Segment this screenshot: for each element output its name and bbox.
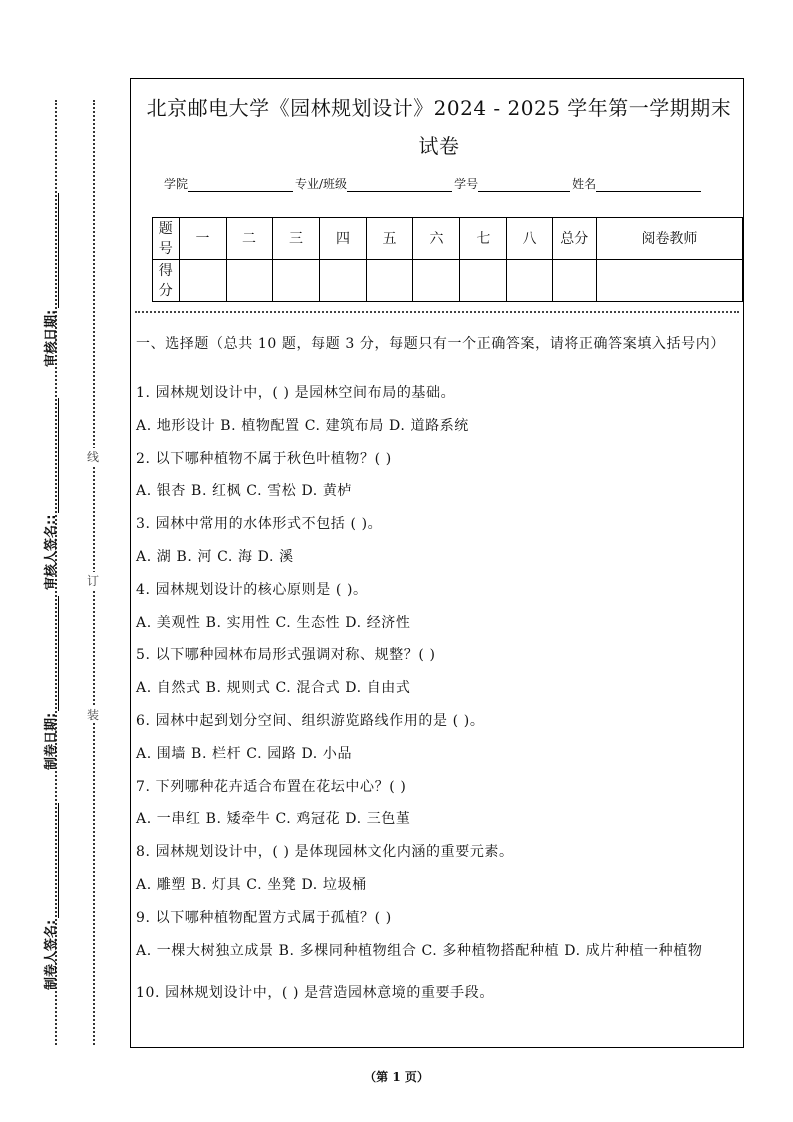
col-header: 总分 — [552, 218, 596, 260]
score-cell[interactable] — [596, 260, 742, 302]
col-header: 一 — [179, 218, 226, 260]
col-header: 阅卷教师 — [596, 218, 742, 260]
score-cell[interactable] — [460, 260, 507, 302]
score-cell[interactable] — [366, 260, 413, 302]
col-header: 七 — [460, 218, 507, 260]
answer-options: A. 一棵大树独立成景 B. 多棵同种植物组合 C. 多种植物搭配种植 D. 成片种植一种植物 — [136, 942, 703, 959]
student-id-label: 学号 — [454, 177, 479, 191]
question-text: 8. 园林规划设计中，( ) 是体现园林文化内涵的重要元素。 — [136, 844, 514, 861]
score-cell[interactable] — [179, 260, 226, 302]
separator — [135, 311, 739, 313]
name-label: 姓名 — [572, 177, 597, 191]
row-header: 题号 — [153, 218, 180, 260]
major-field[interactable] — [347, 179, 452, 192]
question-text: 4. 园林规划设计的核心原则是 ( )。 — [136, 581, 368, 598]
score-table — [152, 217, 743, 302]
page-title: 北京邮电大学《园林规划设计》2024 - 2025 学年第一学期期末试卷 — [146, 96, 732, 158]
binding-mark-line: 线 — [87, 450, 100, 464]
question-text: 9. 以下哪种植物配置方式属于孤植？( ) — [136, 909, 392, 926]
answer-options: A. 银杏 B. 红枫 C. 雪松 D. 黄栌 — [136, 483, 353, 500]
compile-date — [40, 596, 59, 770]
score-cell[interactable] — [552, 260, 596, 302]
question-text: 6. 园林中起到划分空间、组织游览路线作用的是 ( )。 — [136, 713, 485, 729]
binding-mark-bind: 装 — [87, 708, 100, 722]
answer-options: A. 地形设计 B. 植物配置 C. 建筑布局 D. 道路系统 — [136, 417, 469, 434]
compiler-signature-label: 制卷人签名: — [44, 919, 59, 990]
question-text: 7. 下列哪种花卉适合布置在花坛中心？( ) — [136, 778, 407, 795]
review-date — [40, 193, 59, 367]
binding-mark-staple: 订 — [87, 574, 100, 588]
col-header: 五 — [366, 218, 413, 260]
name-field[interactable] — [596, 179, 701, 192]
student-info — [164, 175, 703, 192]
col-header: 八 — [507, 218, 552, 260]
score-cell[interactable] — [320, 260, 366, 302]
col-header: 六 — [413, 218, 460, 260]
question-text: 10. 园林规划设计中，( ) 是营造园林意境的重要手段。 — [136, 985, 494, 1002]
question-text: 3. 园林中常用的水体形式不包括 ( )。 — [136, 516, 383, 533]
page-number: （第 1 页） — [364, 1070, 429, 1084]
row-header: 得分 — [153, 260, 180, 302]
col-header: 二 — [226, 218, 272, 260]
student-id-field[interactable] — [478, 179, 570, 192]
reviewer-signature-label: 审核人签名:: — [44, 514, 59, 590]
answer-options: A. 雕塑 B. 灯具 C. 坐凳 D. 垃圾桶 — [136, 877, 367, 893]
college-label: 学院 — [164, 177, 189, 191]
question-text: 1. 园林规划设计中，( ) 是园林空间布局的基础。 — [136, 385, 456, 401]
question-text: 5. 以下哪种园林布局形式强调对称、规整？( ) — [136, 647, 436, 664]
col-header: 四 — [320, 218, 366, 260]
score-cell[interactable] — [413, 260, 460, 302]
reviewer-signature — [40, 398, 59, 590]
score-cell[interactable] — [226, 260, 272, 302]
major-label: 专业/班级 — [295, 177, 348, 191]
answer-options: A. 美观性 B. 实用性 C. 生态性 D. 经济性 — [136, 614, 411, 631]
answer-options: A. 湖 B. 河 C. 海 D. 溪 — [136, 549, 294, 565]
review-date-label: 审核日期: — [44, 309, 59, 367]
answer-options: A. 围墙 B. 栏杆 C. 园路 D. 小品 — [136, 745, 353, 762]
col-header: 三 — [272, 218, 320, 260]
section-heading: 一、选择题（总共 10 题，每题 3 分，每题只有一个正确答案，请将正确答案填入括号内） — [136, 336, 725, 352]
question-text: 2. 以下哪种植物不属于秋色叶植物？( ) — [136, 450, 392, 467]
score-cell[interactable] — [507, 260, 552, 302]
score-cell[interactable] — [272, 260, 320, 302]
compiler-signature — [40, 803, 59, 990]
exam-content — [130, 78, 744, 1048]
answer-options: A. 自然式 B. 规则式 C. 混合式 D. 自由式 — [136, 680, 411, 697]
answer-options: A. 一串红 B. 矮牵牛 C. 鸡冠花 D. 三色堇 — [136, 811, 411, 828]
college-field[interactable] — [188, 179, 293, 192]
compile-date-label: 制卷日期: — [44, 712, 59, 770]
